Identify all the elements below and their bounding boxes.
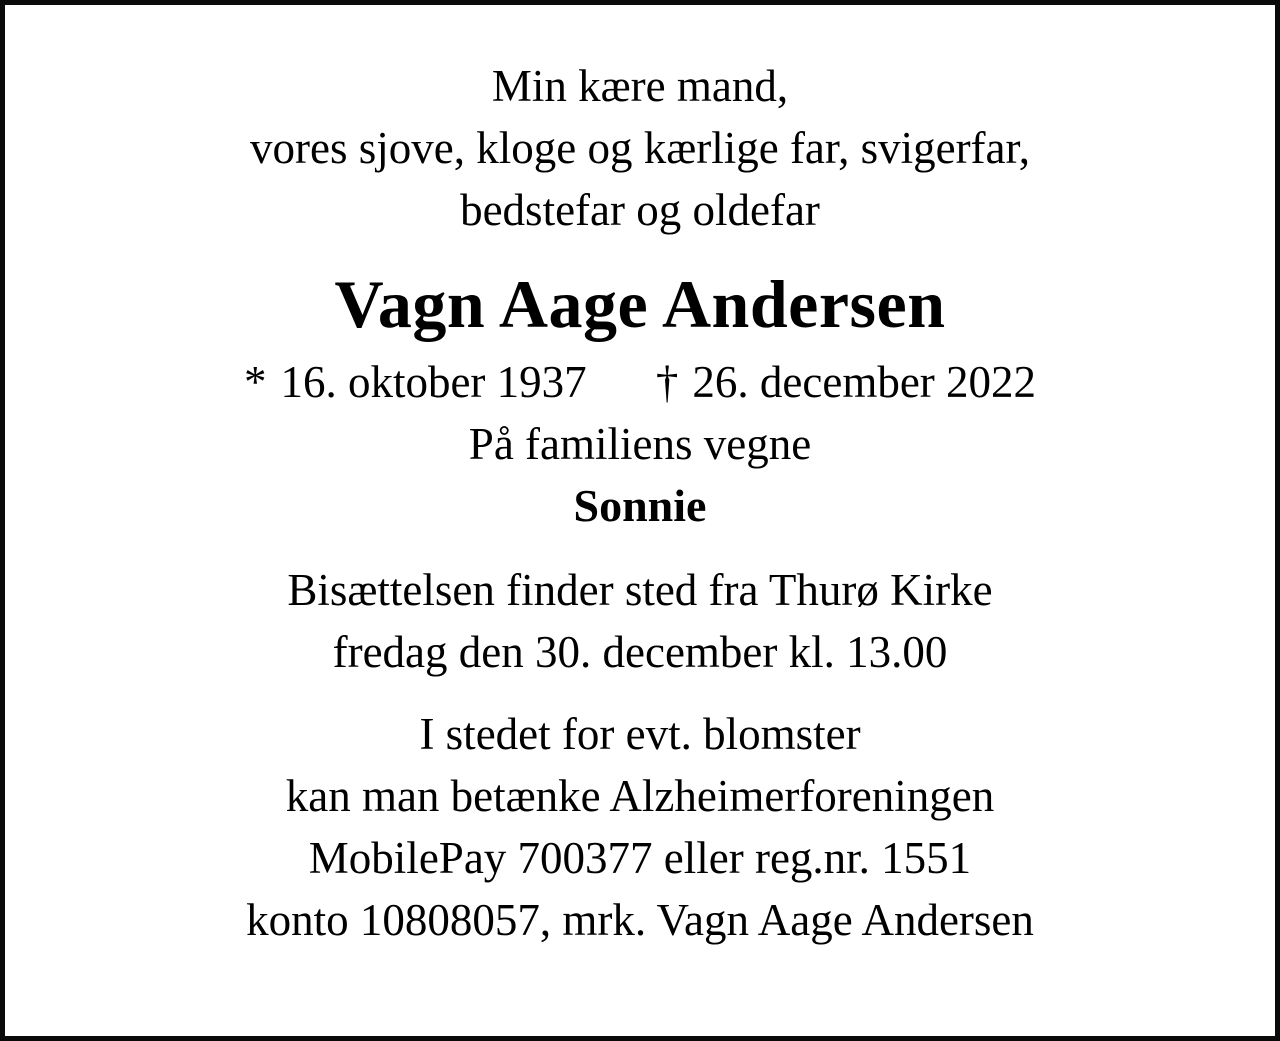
ceremony-line-2: fredag den 30. december kl. 13.00 [332, 627, 948, 677]
death-date-group [656, 351, 1036, 413]
donation-info [5, 703, 1275, 951]
donation-line-3: MobilePay 700377 eller reg.nr. 1551 [308, 833, 972, 883]
donation-line-4: konto 10808057, mrk. Vagn Aage Andersen [246, 895, 1034, 945]
signature-name: Sonnie [573, 480, 707, 531]
death-date: 26. december 2022 [692, 357, 1037, 407]
intro-text [5, 55, 1275, 241]
birth-date-group [244, 357, 598, 407]
donation-line-1: I stedet for evt. blomster [419, 709, 861, 759]
intro-line-2: vores sjove, kloge og kærlige far, svigerfar, [250, 123, 1030, 173]
intro-line-3: bedstefar og oldefar [460, 185, 820, 235]
born-star-symbol: * [243, 357, 267, 407]
life-dates [5, 351, 1275, 413]
on-behalf-text: På familiens vegne [468, 419, 812, 469]
died-cross-symbol: † [655, 357, 679, 407]
ceremony-line-1: Bisættelsen finder sted fra Thurø Kirke [287, 565, 993, 615]
birth-date: 16. oktober 1937 [280, 357, 587, 407]
deceased-name: Vagn Aage Andersen [334, 266, 946, 342]
donation-line-2: kan man betænke Alzheimerforeningen [285, 771, 995, 821]
ceremony-info [5, 559, 1275, 683]
intro-line-1: Min kære mand, [491, 61, 789, 111]
